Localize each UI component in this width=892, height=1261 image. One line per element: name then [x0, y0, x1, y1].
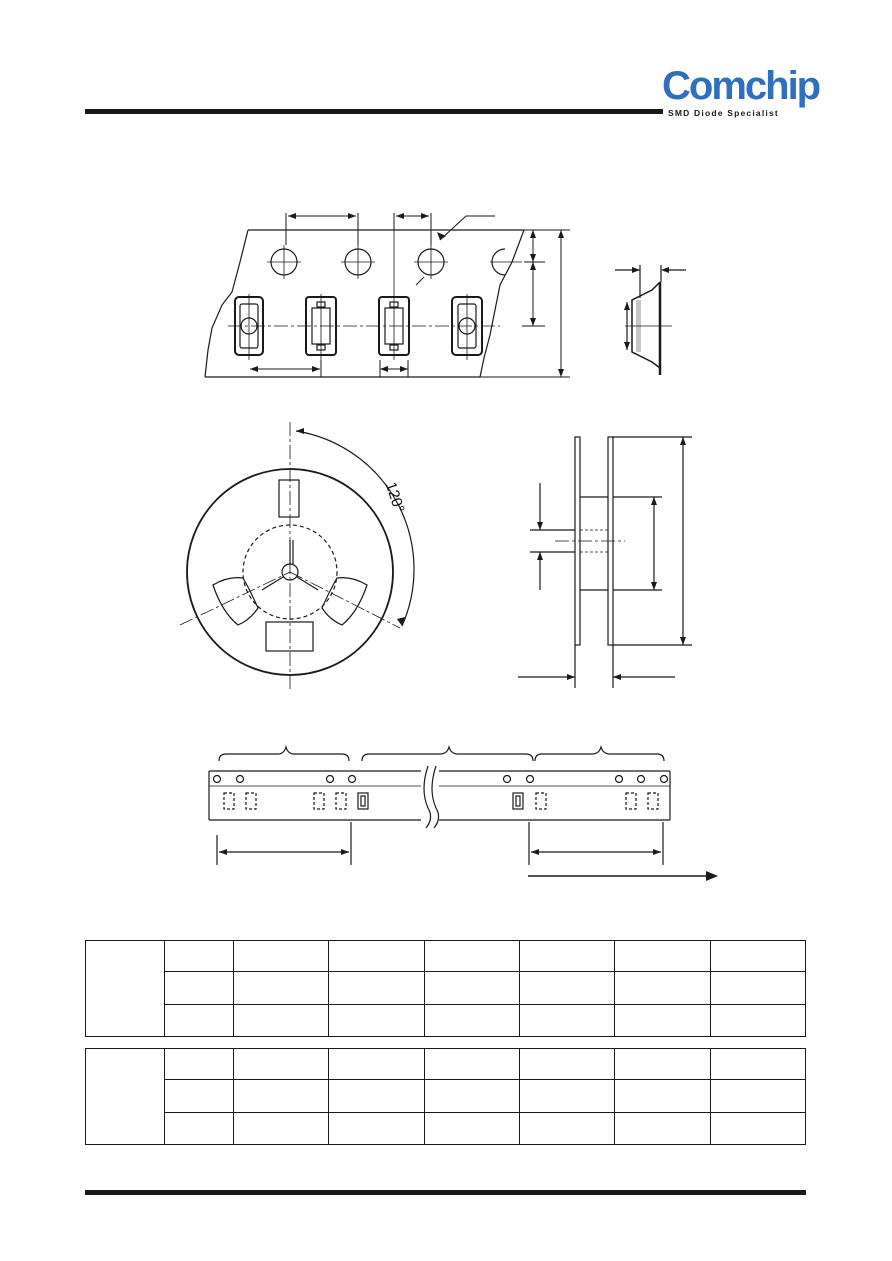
table-row: [86, 1113, 806, 1145]
table-cell: [424, 1113, 519, 1145]
table-cell: [329, 941, 424, 972]
reel-angle-label: 120°: [381, 480, 408, 515]
table-cell: [165, 1049, 234, 1080]
table-cell: [615, 1005, 710, 1037]
table-cell: [519, 941, 614, 972]
table-cell: [234, 941, 329, 972]
table-cell: [519, 972, 614, 1005]
spec-table-2: [85, 1048, 806, 1145]
table-cell: [424, 1080, 519, 1113]
table-row: [86, 972, 806, 1005]
reel-side-view: [518, 437, 692, 688]
table-cell: [165, 972, 234, 1005]
table-cell: [424, 1049, 519, 1080]
table-cell: [234, 1113, 329, 1145]
table-cell: [615, 1049, 710, 1080]
logo-tagline: SMD Diode Specialist: [668, 108, 779, 118]
table-cell: [424, 972, 519, 1005]
table-cell: [710, 941, 805, 972]
spec-table-1: [85, 940, 806, 1037]
logo: Comchip: [662, 64, 820, 108]
table-row: [86, 1080, 806, 1113]
table-cell: [165, 941, 234, 972]
table-cell: [165, 1080, 234, 1113]
table-cell: [329, 1113, 424, 1145]
table-cell: [519, 1005, 614, 1037]
table-cell: [710, 1080, 805, 1113]
reel-front-view: [180, 422, 414, 692]
table-cell: [710, 1005, 805, 1037]
table-cell: [615, 941, 710, 972]
table-cell: [615, 1080, 710, 1113]
table-row: [86, 1049, 806, 1080]
tape-side-view: [615, 265, 686, 375]
table-row: [86, 941, 806, 972]
table-cell: [519, 1049, 614, 1080]
table-cell: [234, 1049, 329, 1080]
table-cell: [329, 1049, 424, 1080]
table-cell: [424, 1005, 519, 1037]
tape-strip: [209, 747, 718, 881]
table-row: [86, 1005, 806, 1037]
table-cell: [710, 1049, 805, 1080]
table-cell: [329, 1005, 424, 1037]
table-header-cell: [86, 941, 165, 1037]
table-cell: [234, 1005, 329, 1037]
table-cell: [234, 1080, 329, 1113]
tape-top-view: [205, 213, 570, 377]
table-cell: [615, 1113, 710, 1145]
footer-rule: [85, 1190, 806, 1195]
table-cell: [519, 1080, 614, 1113]
table-cell: [329, 972, 424, 1005]
table-cell: [615, 972, 710, 1005]
table-cell: [424, 941, 519, 972]
table-cell: [165, 1005, 234, 1037]
table-cell: [710, 972, 805, 1005]
table-cell: [519, 1113, 614, 1145]
table-cell: [234, 972, 329, 1005]
table-cell: [329, 1080, 424, 1113]
table-header-cell: [86, 1049, 165, 1145]
table-cell: [710, 1113, 805, 1145]
table-cell: [165, 1113, 234, 1145]
